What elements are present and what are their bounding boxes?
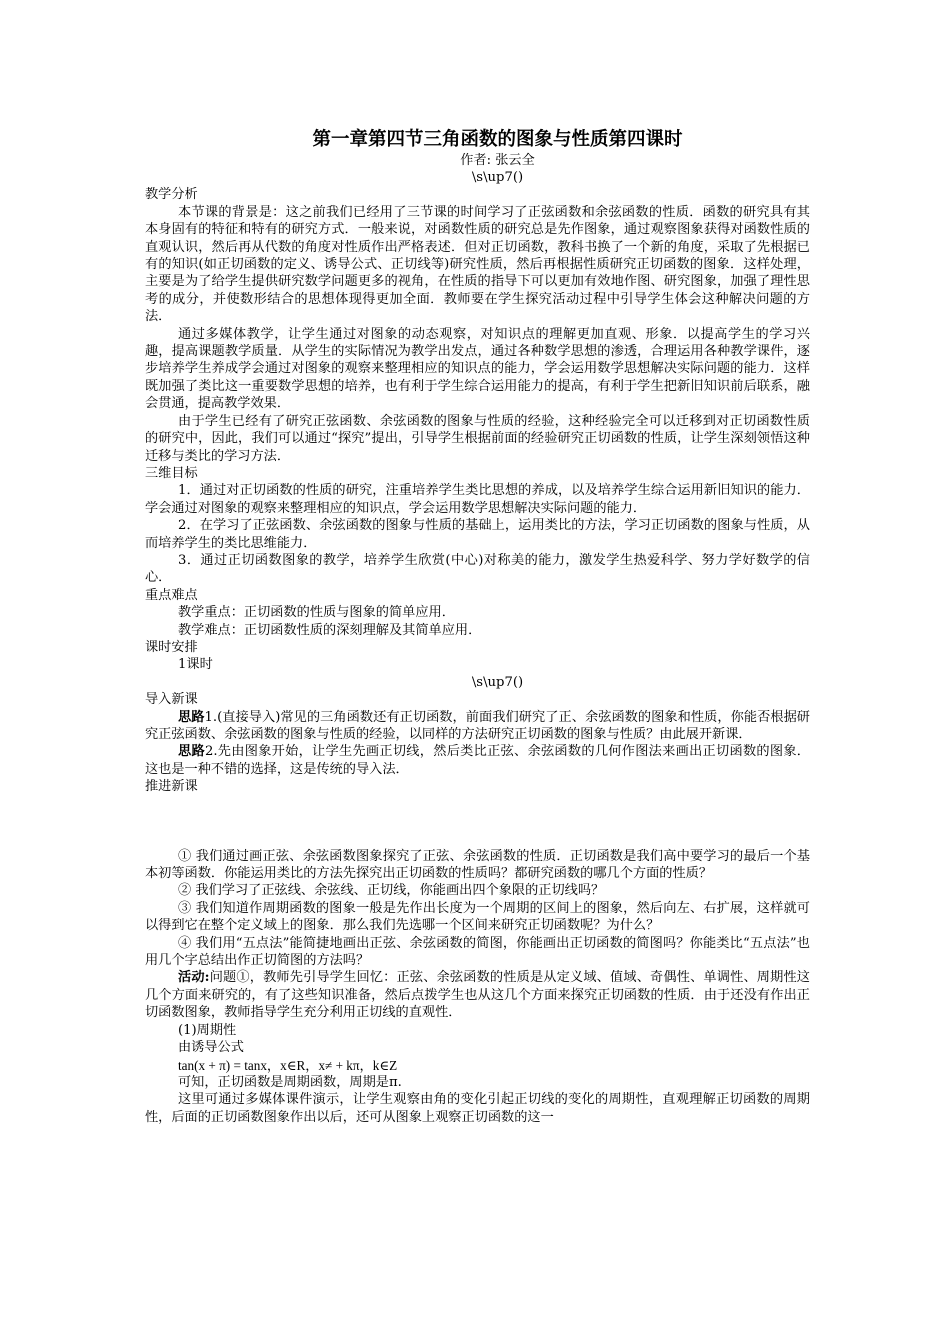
goal-item: 3．通过正切函数图象的教学，培养学生欣赏(中心)对称美的能力，激发学生热爱科学、努力学好数学的信心． xyxy=(145,552,810,586)
field-code-marker: \s\up7() xyxy=(471,170,524,185)
subheading-period: (1)周期性 xyxy=(178,1022,237,1038)
question-item: ④ 我们用“五点法”能简捷地画出正弦、余弦函数的简图，你能画出正切函数的简图吗？你能类比“五点法”也用几个字总结出作正切简图的方法吗？ xyxy=(145,935,810,969)
section-heading-analysis: 教学分析 xyxy=(145,187,198,203)
keypoint-item: 教学难点：正切函数性质的深刻理解及其简单应用． xyxy=(178,622,482,638)
section-heading-schedule: 课时安排 xyxy=(145,639,198,655)
question-item: ③ 我们知道作周期函数的图象一般是先作出长度为一个周期的区间上的图象，然后向左、右扩展，这样就可以得到它在整个定义域上的图象．那么我们先选哪一个区间来研究正切函数呢？为什么？ xyxy=(145,900,810,934)
question-item: ② 我们学习了正弦线、余弦线、正切线，你能画出四个象限的正切线吗？ xyxy=(178,883,605,899)
idea-label: 思路 xyxy=(178,744,205,760)
formula: tan(x + π) = tanx，x∈R，x≠ + kπ，k∈Z xyxy=(178,1057,398,1073)
keypoint-item: 教学重点：正切函数的性质与图象的简单应用． xyxy=(178,605,455,621)
intro-idea xyxy=(145,743,810,778)
section-heading-keypoints: 重点难点 xyxy=(145,587,198,603)
question-item: ① 我们通过画正弦、余弦函数图象探究了正弦、余弦函数的性质．正切函数是我们高中要学习的最后一个基本初等函数．你能运用类比的方法先探究出正切函数的性质吗？都研究函数的哪几个方面的性质？ xyxy=(145,848,810,882)
blank-space xyxy=(145,796,810,848)
section-heading-goals: 三维目标 xyxy=(145,465,198,481)
section-heading-advance: 推进新课 xyxy=(145,779,198,795)
paragraph: 本节课的背景是：这之前我们已经用了三节课的时间学习了正弦函数和余弦函数的性质．函数的研究具有其本身固有的特征和特有的研究方式．一般来说，对函数性质的研究总是先作图象，通过观察图象获得对函数性质的直观认识，然后再从代数的角度对性质作出严格表述．但对正切函数，教科书换了一个新的角度，采取了先根据已有的知识(如正切函数的定义、诱导公式、正切线等)研究性质，然后再根据性质研究正切函数的图象．这样处理，主要是为了给学生提供研究数学问题更多的视角，在性质的指导下可以更加有效地作图、研究图象，加强了理性思考的成分，并使数形结合的思想体现得更加全面．教师要在学生探究活动过程中引导学生体会这种解决问题的方法． xyxy=(145,204,810,325)
activity-label: 活动: xyxy=(178,970,210,986)
goal-item: 1．通过对正切函数的性质的研究，注重培养学生类比思想的养成，以及培养学生综合运用新旧知识的能力．学会通过对图象的观察来整理相应的知识点，学会运用数学思想解决实际问题的能力． xyxy=(145,483,810,516)
induction-text: 由诱导公式 xyxy=(178,1040,244,1056)
document-page xyxy=(145,128,810,1126)
activity-paragraph xyxy=(145,969,810,1021)
field-code-marker: \s\up7() xyxy=(471,674,524,690)
idea-text: 1.(直接导入)常见的三角函数还有正切函数，前面我们研究了正、余弦函数的图象和性质，你能否根据研究正弦函数、余弦函数的图象与性质的经验，以同样的方法研究正切函数的图象与性质？由此展开新课． xyxy=(145,709,810,742)
schedule-item: 1课时 xyxy=(178,657,213,673)
intro-idea xyxy=(145,709,810,744)
paragraph: 通过多媒体教学，让学生通过对图象的动态观察，对知识点的理解更加直观、形象．以提高学生的学习兴趣，提高课题教学质量．从学生的实际情况为教学出发点，通过各种数学思想的渗透，合理运用各种教学课件，逐步培养学生养成学会通过对图象的观察来整理相应的知识点的能力，学会运用数学思想解决实际问题的能力．这样既加强了类比这一重要数学思想的培养，也有利于学生综合运用能力的提高，有利于学生把新旧知识前后联系，融会贯通，提高教学效果． xyxy=(145,326,810,412)
goal-item: 2．在学习了正弦函数、余弦函数的图象与性质的基础上，运用类比的方法，学习正切函数的图象与性质，从而培养学生的类比思维能力． xyxy=(145,518,810,551)
idea-text: 2.先由图象开始，让学生先画正切线，然后类比正弦、余弦函数的几何作图法来画出正切函数的图象．这也是一种不错的选择，这是传统的导入法． xyxy=(145,744,810,777)
activity-text: 问题①，教师先引导学生回忆：正弦、余弦函数的性质是从定义域、值域、奇偶性、单调性、周期性这几个方面来研究的，有了这些知识准备，然后点拨学生也从这几个方面来探究正切函数的性质．由于还没有作出正切函数图象，教师指导学生充分利用正切线的直观性． xyxy=(145,970,810,1021)
paragraph: 这里可通过多媒体课件演示，让学生观察由角的变化引起正切线的变化的周期性，直观理解正切函数的周期性，后面的正切函数图象作出以后，还可从图象上观察正切函数的这一 xyxy=(145,1092,810,1125)
idea-label: 思路 xyxy=(178,709,205,725)
author-line: 作者: 张云全 xyxy=(460,153,535,168)
paragraph: 由于学生已经有了研究正弦函数、余弦函数的图象与性质的经验，这种经验完全可以迁移到对正切函数性质的研究中，因此，我们可以通过“探究”提出，引导学生根据前面的经验研究正切函数的性质，让学生深刻领悟这种迁移与类比的学习方法． xyxy=(145,413,810,464)
page-title: 第一章第四节三角函数的图象与性质第四课时 xyxy=(312,129,683,150)
section-heading-intro: 导入新课 xyxy=(145,692,198,708)
conclusion-text: 可知，正切函数是周期函数，周期是π. xyxy=(178,1074,402,1090)
